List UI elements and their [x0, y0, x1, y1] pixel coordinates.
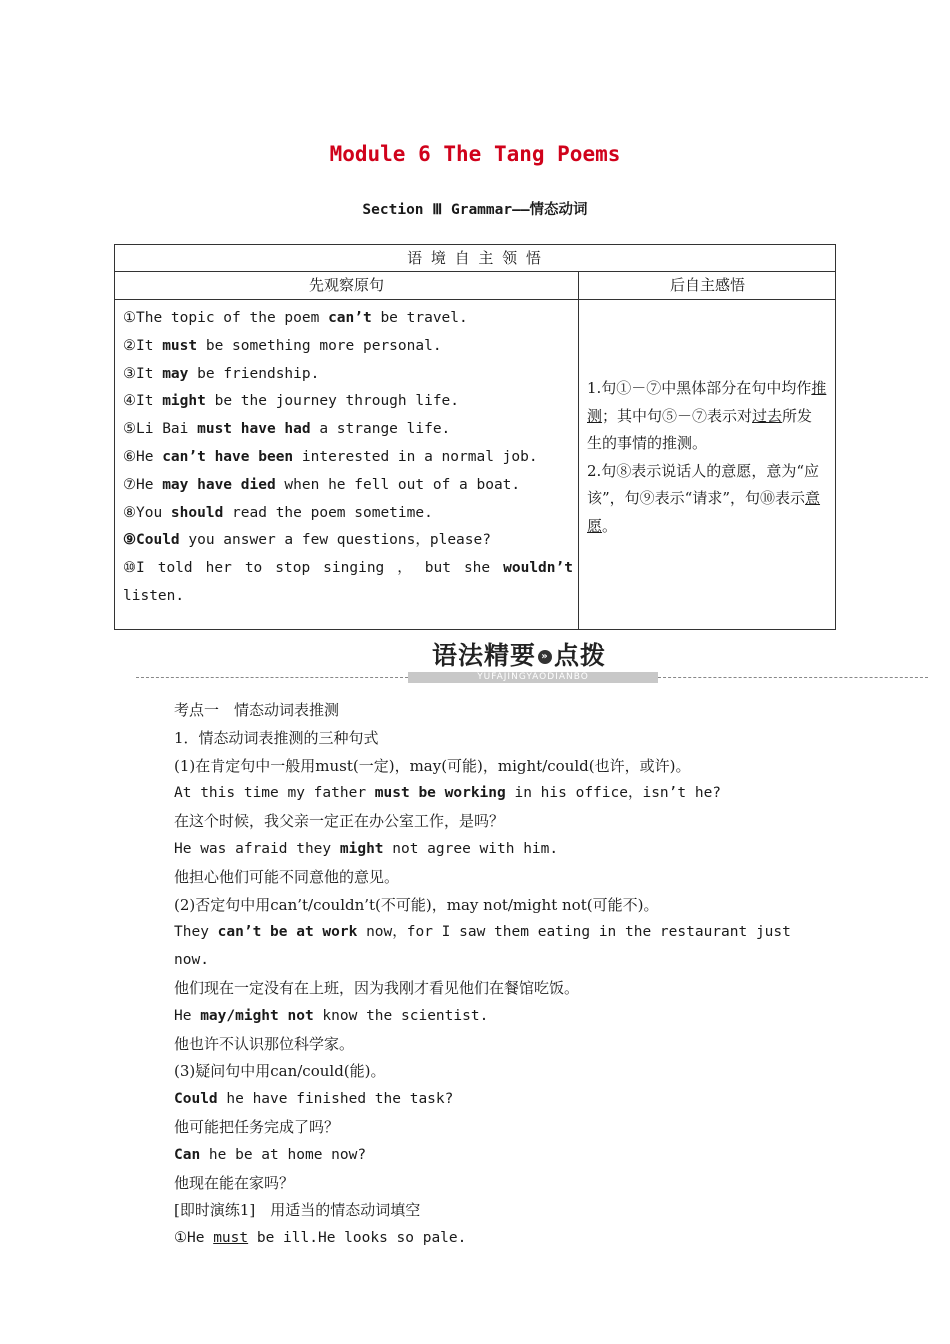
sentence: ①The topic of the poem can’t be travel.	[123, 310, 468, 326]
example-sentence: He may/might not know the scientist.	[174, 1007, 489, 1024]
table-rule	[115, 299, 835, 300]
example-sentences	[123, 305, 573, 611]
table-rule	[115, 271, 835, 272]
drill-answer: must	[213, 1230, 249, 1247]
dashed-rule	[658, 677, 928, 678]
example-sentence: At this time my father must be working in his office，isn’t he?	[174, 785, 722, 802]
sentence: ⑨Could you answer a few questions，please?	[123, 532, 491, 549]
note-1: 1.句①－⑦中黑体部分在句中均作推测；其中句⑤－⑦表示对过去所发生的事情的推测。	[587, 379, 827, 452]
page-title: Module 6 The Tang Poems	[329, 142, 621, 166]
sentence: ③It may be friendship.	[123, 365, 320, 382]
sentence: ⑤Li Bai must have had a strange life.	[123, 421, 451, 438]
sentence: ②It must be something more personal.	[123, 337, 442, 354]
section-subtitle: Section Ⅲ Grammar——情态动词	[362, 202, 588, 218]
translation: 他现在能在家吗？	[174, 1173, 295, 1192]
context-table	[114, 244, 836, 630]
drill-heading: [即时演练1] 用适当的情态动词填空	[174, 1201, 421, 1220]
note-2: 2.句⑧表示说话人的意愿，意为“应该”，句⑨表示“请求”，句⑩表示意愿。	[587, 461, 821, 535]
translation: 他可能把任务完成了吗？	[174, 1117, 340, 1136]
dashed-rule	[136, 677, 408, 678]
translation: 在这个时候，我父亲一定正在办公室工作，是吗？	[174, 812, 505, 831]
table-column-rule	[578, 272, 579, 629]
point-heading: 考点一 情态动词表推测	[174, 701, 340, 719]
table-header: 语 境 自 主 领 悟	[407, 249, 543, 267]
example-sentence: Could he have finished the task?	[174, 1091, 454, 1108]
translation: 他也许不认识那位科学家。	[174, 1034, 355, 1053]
reflection-notes	[587, 375, 827, 540]
rule-text: (2)否定句中用can’t/couldn’t(不可能)，may not/might not(可能不)。	[174, 895, 659, 914]
sentence-continuation: listen.	[123, 587, 185, 604]
rule-text: (3)疑问句中用can/could(能)。	[174, 1062, 386, 1081]
sentence: ⑧You should read the poem sometime.	[123, 504, 433, 521]
translation: 他担心他们可能不同意他的意见。	[174, 867, 400, 886]
double-chevron-icon: »	[538, 650, 552, 664]
column-header-reflect: 后自主感悟	[669, 276, 745, 294]
grammar-content	[174, 697, 834, 1253]
banner-title: 语法精要 » 点拨	[432, 641, 607, 670]
example-sentence: They can’t be at work now，for I saw them eating in the restaurant just now.	[174, 924, 791, 969]
subheading: 1．情态动词表推测的三种句式	[174, 728, 379, 747]
drill-item: ①He must be ill.He looks so pale.	[174, 1230, 467, 1247]
example-sentence: Can he be at home now?	[174, 1146, 367, 1163]
translation: 他们现在一定没有在上班，因为我刚才看见他们在餐馆吃饭。	[174, 978, 580, 997]
sentence: ⑩I told her to stop singing ， but she wouldn’t	[123, 560, 573, 577]
example-sentence: He was afraid they might not agree with him.	[174, 840, 559, 857]
rule-text: (1)在肯定句中一般用must(一定)，may(可能)，might/could(也许，或许)。	[174, 756, 691, 775]
sentence: ④It might be the journey through life.	[123, 393, 460, 410]
column-header-observe: 先观察原句	[308, 276, 384, 294]
sentence: ⑥He can’t have been interested in a normal job.	[123, 448, 538, 465]
sentence: ⑦He may have died when he fell out of a boat.	[123, 476, 521, 493]
grammar-banner	[136, 636, 928, 686]
banner-pinyin: YUFAJINGYAODIANBO	[408, 672, 658, 683]
